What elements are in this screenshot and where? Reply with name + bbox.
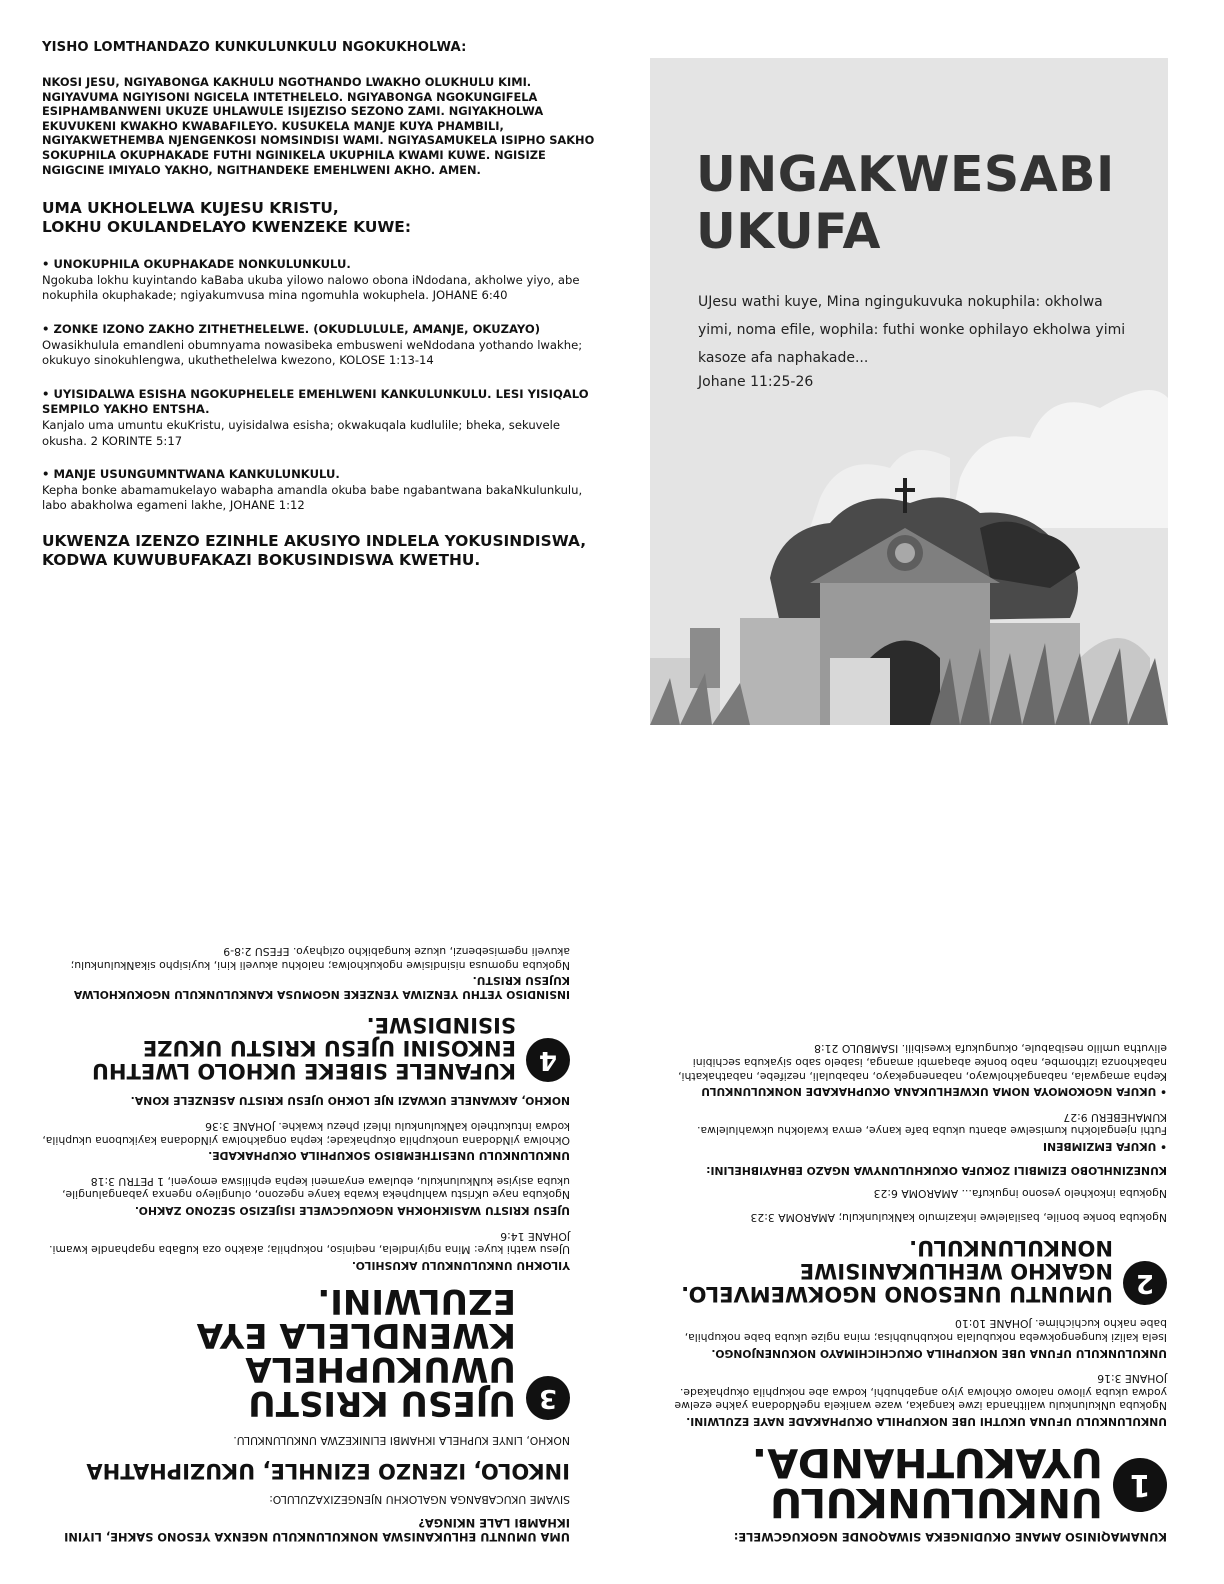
- believe-heading: [42, 199, 602, 237]
- truth-1-section-b: [655, 1317, 1167, 1360]
- benefit-body: Kanjalo uma umuntu ekuKristu, uyisidalwa esisha; okwakuqala kudlulile; bheka, sekuvele okusha. 2 KORINTE 5:17: [42, 417, 561, 448]
- benefit-item: [42, 467, 602, 514]
- cover-verse-reference: Johane 11:25-26: [698, 374, 814, 390]
- truth-2-title-line2: NGAKHO WEHLUKANISIWE NONKULUNKULU.: [799, 1235, 1113, 1283]
- section-title: • UKUFA NGOKOMOYA NOMA UKWEHLUKANA OKUPHAKADE NONKULUNKULU: [701, 1085, 1167, 1099]
- number-badge-4: 4: [526, 1038, 570, 1082]
- truth-3-title-line2: KWENDLELA EYA EZULWINI.: [196, 1280, 516, 1355]
- section-title: INSINDISO YETHU YENZIWA YENZEKE NGOMUSA KANKULUNKULU NGOKUKHOLWA KUJESU KRISTU.: [73, 974, 570, 1001]
- section-body: Isela kalizi kungengokweba nokubulala nokubhubhisa; mina ngize ukuba babe nokuphila, babe nakho kuchichime. JOHANE 10:10: [684, 1317, 1167, 1345]
- truth-2-title-line1: UMUNTU UNESONO NGOKWEMVELO.: [681, 1281, 1113, 1306]
- section-body: UJesu wathi kuye: Mina ngiyindlela, neqiniso, nokuphila; akakho oza kuBaba ngaphandle kwami. JOHANE 14:6: [49, 1229, 570, 1257]
- prayer-panel: [42, 40, 602, 570]
- section-title: • UKUFA EMZIMBENI: [1043, 1140, 1167, 1154]
- believe-heading-line2: LOKHU OKULANDELAYO KWENZEKE KUWE:: [42, 218, 411, 237]
- section-title: UJESU KRISTU WASIKHOKHA NGOKUGCWELE ISIJEZISO SEZONO ZAKHO.: [134, 1204, 570, 1218]
- truths-lead: KUNAMAQINISO AMANE OKUDINGEKA SIWAQONDE NGOKUGCWELE:: [733, 1530, 1167, 1544]
- section-title: KUNEZINHLOBO EZIMBILI ZOKUFA OKUKHULUNYWA NGAZO EBHAYIBHELINI:: [706, 1163, 1167, 1177]
- truth-1-title-line2: UYAKUTHANDA.: [752, 1439, 1103, 1485]
- solution-sub-body: NOKHO, LINYE KUPHELA IKHAMBI ELINIKEZWA UNKULUNKULU.: [233, 1434, 570, 1448]
- benefit-title: • ZONKE IZONO ZAKHO ZITHETHELELWE. (OKUDLULULE, AMANJE, OKUZAYO): [42, 321, 541, 336]
- death-type-2: [655, 1042, 1167, 1098]
- section-body: Ngokuba bonke bonile, basilalelwe inkazimulo kaNkulunkulu; AMAROMA 3:23: [750, 1210, 1167, 1224]
- solution-sub-title: INKOLO, IZENZO EZINHLE, UKUZIPHATHA: [86, 1459, 570, 1484]
- truth-3-section-c: [42, 1119, 570, 1162]
- benefit-body: Kepha bonke abamamukelayo wabapha amandla okuba babe ngabantwana bakaNkulunkulu, labo abakholwa egameni lakhe, JOHANE 1:12: [42, 482, 583, 513]
- truth-4-section-a: [42, 945, 570, 1001]
- section-body: Futhi njengalokhu kumiselwe abantu ukuba bafe kanye, emva kwalokhu ukwahlulelwa. KUMAHEBERU 9:27: [697, 1110, 1167, 1138]
- benefit-title: • UNOKUPHILA OKUPHAKADE NONKULUNKULU.: [42, 257, 351, 272]
- prayer-heading: YISHO LOMTHANDAZO KUNKULUNKULU NGOKUKHOLWA:: [42, 40, 467, 55]
- benefit-item: [42, 257, 602, 304]
- section-body: Okholwa yiNdodana unokuphila okuphakade; kepha ongakholwa yiNdodana kayikubona ukuphila, kodwa intukuthelo kaNkulunkulu ihlezi phezu kwakhe. JOHANE 3:36: [42, 1120, 570, 1147]
- truth-2-heading: [655, 1236, 1167, 1305]
- closing-statement: UKWENZA IZENZO EZINHLE AKUSIYO INDLELA YOKUSINDISWA, KODWA KUWUBUFAKAZI BOKUSINDISWA KWETHU.: [42, 531, 587, 569]
- truths-panel-1-2: [655, 826, 1167, 1544]
- truth-4-title: [42, 1013, 516, 1082]
- believe-heading-line1: UMA UKHOLELWA KUJESU KRISTU,: [42, 199, 339, 218]
- solution-lead: UMA UMUNTU EHLUKANISWA NONKULUNKULU NGENXA YESONO SAKHE, LIYINI IKHAMBI LALE NKINGA?: [64, 1516, 570, 1544]
- number-badge-2: 2: [1123, 1261, 1167, 1305]
- number-badge-3: 3: [526, 1376, 570, 1420]
- section-body: Ngokuba ngomusa nisindisiwe ngokukholwa; nalokhu akuveli kini, kuyisipho sikaNkulunkulu; akuveli ngemisebenzi, ukuze kungabikho oziqhayo. EFESU 2:8-9: [70, 945, 570, 972]
- section-body: Ngokuba naye uKristu wahlupheka kwaba kanye ngezono, olungileyo ngenxa yabangalungile, ukuba asiyise kuNkulunkulu, ebulawa enyameni kepha ephiliswa emoyeni, 1 PETRU 3:18: [62, 1174, 570, 1202]
- truth-3-title-line1: UJESU KRISTU UWUKUPHELA: [245, 1348, 516, 1423]
- truth-1-title-line1: UNKULUNKULU: [770, 1479, 1103, 1525]
- cover-panel: [650, 58, 1168, 725]
- cover-title: [696, 146, 1115, 260]
- benefit-item: [42, 322, 602, 369]
- section-body: Ngokuba inkokhelo yesono ingukufa... AMAROMA 6:23: [873, 1187, 1167, 1201]
- truth-1-section-a: [655, 1372, 1167, 1428]
- truth-3-section-a: [42, 1229, 570, 1272]
- truths-panel-3-4: [42, 826, 570, 1544]
- section-title: NOKHO, AKWANELE UKWAZI NJE LOKHO UJESU KRISTU ASENZELE KONA.: [130, 1094, 570, 1108]
- prayer-text: NKOSI JESU, NGIYABONGA KAKHULU NGOTHANDO LWAKHO OLUKHULU KIMI. NGIYAVUMA NGIYISONI NGICELA INTETHELELO. NGIYABONGA NGOKUNGIFELA ESIPHAMBANWENI UKUZE UHLAWULE ISIJEZISO SEZONO ZAMI. NGIYAKHOLWA EKUVUKENI KWAKHO KWABAFILEYO. KUSUKELA MANJE KUYA PHAMBILI, NGIYAKWETHEMBA NJENGENKOSI NOMSINDISI WAMI. NGIYASAMUKELA ISIPHO SAKHO SOKUPHILA OKUPHAKADE FUTHI NGINIKELA UKUPHILA KWAMI KUWE. NGISIZE NGIGCINE IMIYALO YAKHO, NGITHANDEKE EMEHLWENI AKHO. AMEN.: [42, 75, 595, 177]
- benefit-item: [42, 387, 602, 449]
- cover-verse: UJesu wathi kuye, Mina ngingukuvuka nokuphila: okholwa yimi, noma efile, wophila: futhi wonke ophilayo ekholwa yimi kasoze afa naphakade...: [698, 294, 1126, 366]
- cover-title-line2: UKUFA: [696, 203, 881, 260]
- benefit-body: Ngokuba lokhu kuyintando kaBaba ukuba yilowo nalowo obona iNdodana, akholwe yiyo, abe nokuphila okuphakade; ngiyakumvusa mina ngomuhla wokuphela. JOHANE 6:40: [42, 272, 580, 303]
- truth-3-section-b: [42, 1174, 570, 1217]
- cover-title-line1: UNGAKWESABI: [696, 146, 1115, 203]
- benefit-title: • UYISIDALWA ESISHA NGOKUPHELELE EMEHLWENI KANKULUNKULU. LESI YISIQALO SEMPILO YAKHO ENTSHA.: [42, 386, 589, 417]
- section-title: YILOKHU UNKULUNKULU AKUSHILO.: [351, 1258, 570, 1272]
- death-type-1: [655, 1110, 1167, 1153]
- truth-2-title: [655, 1236, 1113, 1305]
- truth-4-title-line2: ENKOSINI UJESU KRISTU UKUZE SISINDISWE.: [142, 1012, 516, 1060]
- truth-3-title: [42, 1280, 516, 1423]
- truth-4-title-line1: KUFANELE SIBEKE UKHOLO LWETHU: [91, 1058, 516, 1083]
- truth-1-title: [752, 1439, 1103, 1525]
- truth-3-heading: [42, 1280, 570, 1423]
- truth-4-heading: [42, 1013, 570, 1082]
- section-title: UNKULUNKULU UFUNA UBE NOKUPHILA OKUCHICHIMAYO NOKUNENJONGO.: [711, 1346, 1167, 1360]
- section-title: UNKULUNKULU UFUNA UKUTHI UBE NOKUPHILA OKUPHAKADE NAYE EZULWINI.: [686, 1415, 1167, 1428]
- solution-sub-lead: SIVAME UKUCABANGA NGALOKHU NJENGEZIXAZULULO:: [269, 1493, 570, 1506]
- section-title: UNKULUNKULU UNESITHEMBISO SOKUPHILA OKUPHAKADE.: [208, 1149, 570, 1163]
- section-body: Ngokuba uNkulunkulu walithanda izwe kangaka, waze wanikela ngeNdodana yakhe ezelwe yodwa ukuba yilowo nalowo okholwa yiyo angabhubhi, kodwa abe nokuphila okuphakade. JOHANE 3:16: [674, 1372, 1167, 1413]
- section-body: Kepha amagwala, nabangakholwayo, nabanengekayo, nababulali, nezifebe, nabathakathi, nabakhonza izithombe, nabo bonke abaqambi amanga, isabelo sabo siyakuba sechibini elivutha umlilo nesibabule, okungukufa kwesibili. ISAMBULO 21:8: [678, 1042, 1167, 1083]
- benefit-title: • MANJE USUNGUMNTWANA KANKULUNKULU.: [42, 467, 340, 482]
- number-badge-1: 1: [1113, 1458, 1167, 1512]
- benefit-body: Owasikhulula emandleni obumnyama nowasibeka embusweni weNdodana yothando lwakhe; okukuyo sinokuhlengwa, ukuthethelelwa kwezono, KOLOSE 1:13-14: [42, 337, 583, 368]
- truth-1-heading: [655, 1428, 1167, 1525]
